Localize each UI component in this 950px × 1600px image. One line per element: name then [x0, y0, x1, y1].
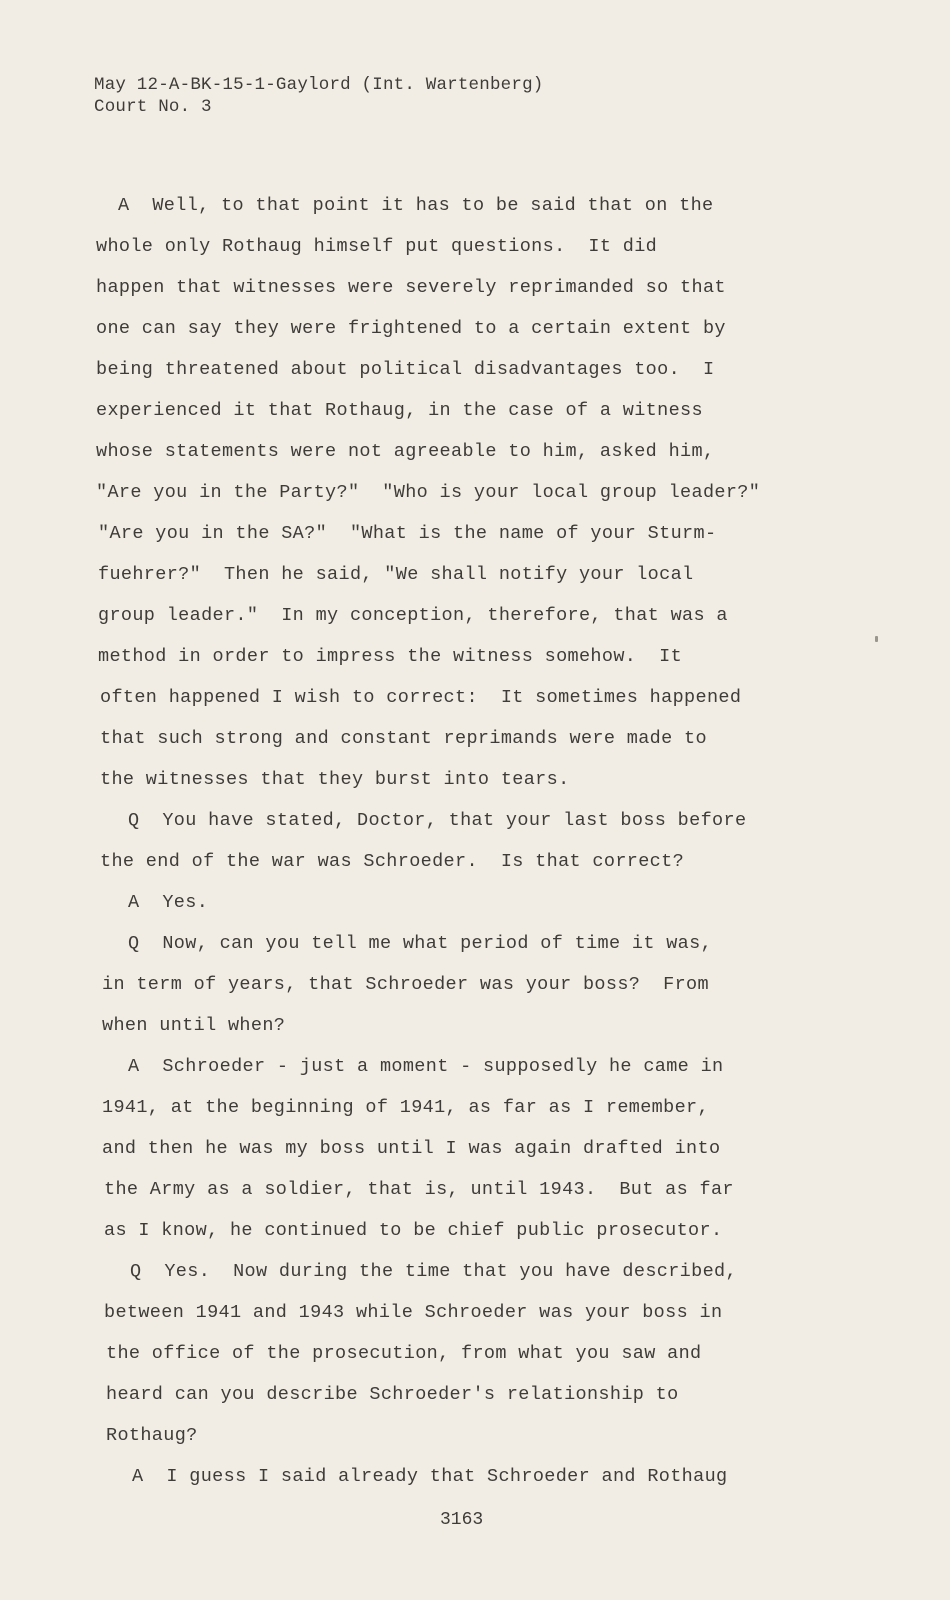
transcript-line: 1941, at the beginning of 1941, as far as I remember, [102, 1097, 709, 1118]
transcript-line: Q Yes. Now during the time that you have described, [130, 1261, 737, 1282]
transcript-line: Q You have stated, Doctor, that your last boss before [128, 810, 747, 831]
transcript-line: as I know, he continued to be chief public prosecutor. [104, 1220, 723, 1241]
transcript-line: the witnesses that they burst into tears. [100, 769, 570, 790]
transcript-line: the office of the prosecution, from what you saw and [106, 1343, 702, 1364]
transcript-line: being threatened about political disadvantages too. I [96, 359, 715, 380]
header-court: Court No. 3 [94, 97, 212, 117]
transcript-line: the Army as a soldier, that is, until 1943. But as far [104, 1179, 734, 1200]
transcript-line: whole only Rothaug himself put questions. It did [96, 236, 658, 257]
transcript-line: A Schroeder - just a moment - supposedly he came in [128, 1056, 724, 1077]
transcript-line: A I guess I said already that Schroeder and Rothaug [132, 1466, 728, 1487]
transcript-line: A Well, to that point it has to be said that on the [118, 195, 714, 216]
transcript-line: the end of the war was Schroeder. Is that correct? [100, 851, 685, 872]
transcript-line: experienced it that Rothaug, in the case of a witness [96, 400, 703, 421]
transcript-line: between 1941 and 1943 while Schroeder was your boss in [104, 1302, 723, 1323]
transcript-line: group leader." In my conception, therefore, that was a [98, 605, 728, 626]
transcript-line: whose statements were not agreeable to him, asked him, [96, 441, 715, 462]
transcript-line: heard can you describe Schroeder's relationship to [106, 1384, 679, 1405]
transcript-line: "Are you in the SA?" "What is the name of your Sturm- [98, 523, 717, 544]
transcript-line: Rothaug? [106, 1425, 198, 1446]
page-number: 3163 [440, 1510, 484, 1530]
transcript-line: one can say they were frightened to a certain extent by [96, 318, 726, 339]
transcript-line: that such strong and constant reprimands were made to [100, 728, 707, 749]
transcript-line: A Yes. [128, 892, 209, 913]
transcript-line: when until when? [102, 1015, 286, 1036]
transcript-line: fuehrer?" Then he said, "We shall notify your local [98, 564, 694, 585]
header-reference: May 12-A-BK-15-1-Gaylord (Int. Wartenberg) [94, 75, 544, 95]
transcript-line: often happened I wish to correct: It sometimes happened [100, 687, 742, 708]
document-header [94, 74, 543, 118]
transcript-line: "Are you in the Party?" "Who is your local group leader?" [96, 482, 761, 503]
transcript-line: method in order to impress the witness somehow. It [98, 646, 683, 667]
transcript-line: in term of years, that Schroeder was your boss? From [102, 974, 709, 995]
transcript-line: Q Now, can you tell me what period of time it was, [128, 933, 713, 954]
paper-speck [875, 636, 878, 642]
transcript-line: happen that witnesses were severely reprimanded so that [96, 277, 726, 298]
transcript-line: and then he was my boss until I was again drafted into [102, 1138, 721, 1159]
